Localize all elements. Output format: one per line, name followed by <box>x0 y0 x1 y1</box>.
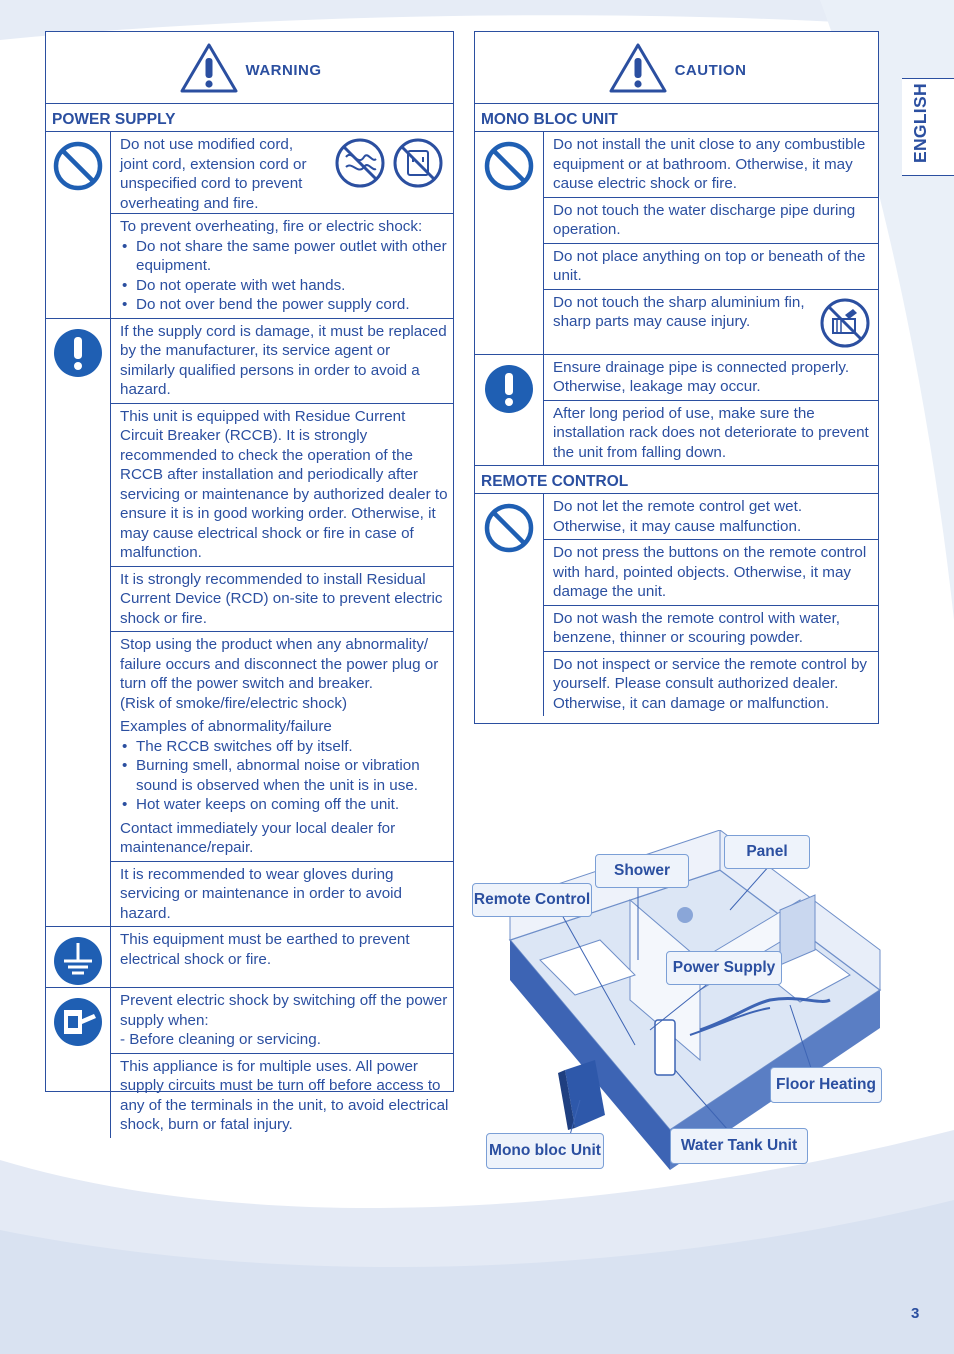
list-item: Do not let the remote control get wet. Otherwise, it may cause malfunction. <box>544 494 878 540</box>
mandatory-exclamation-icon <box>483 363 535 415</box>
power-mandatory-group <box>46 319 453 928</box>
mono-prohibit-group <box>475 132 878 355</box>
callout-power-supply: Power Supply <box>666 951 782 985</box>
list-item: Stop using the product when any abnormality/ failure occurs and disconnect the power plug or turn off the power switch and breaker. (Risk of smoke/fire/electric shock) Examples of abnormality/failure • The RCCB switches off by itself. • Burning smell, abnormal noise or vibration sound is observed when the unit is in use. • Hot water keeps on coming off the unit. Contact immediately your local dealer for maintenance/repair. <box>111 632 453 862</box>
language-label: ENGLISH <box>910 83 930 163</box>
caution-triangle-icon <box>607 41 669 95</box>
power-earth-group <box>46 927 453 988</box>
caution-header <box>475 32 878 104</box>
page-number: 3 <box>911 1305 920 1322</box>
list-item: Do not touch the water discharge pipe during operation. <box>544 198 878 244</box>
list-item: After long period of use, make sure the installation rack does not deteriorate to prevent the unit from falling down. <box>553 404 869 461</box>
warning-label: WARNING <box>245 62 322 79</box>
list-item: Ensure drainage pipe is connected properly. Otherwise, leakage may occur. <box>544 355 878 401</box>
remote-prohibit-group <box>475 494 878 716</box>
list-item: Prevent electric shock by switching off the power supply when: - Before cleaning or servicing. <box>111 988 453 1054</box>
caution-label: CAUTION <box>674 62 747 79</box>
list-item: Do not touch the sharp aluminium fin, sharp parts may cause injury. <box>544 290 878 354</box>
prohibition-icon <box>483 140 535 192</box>
callout-mono-bloc-unit: Mono bloc Unit <box>486 1133 604 1169</box>
callout-water-tank-unit: Water Tank Unit <box>670 1128 808 1164</box>
list-item: Do not place anything on top or beneath of the unit. <box>544 244 878 290</box>
list-item: This equipment must be earthed to prevent electrical shock or fire. <box>120 931 410 968</box>
callout-floor-heating: Floor Heating <box>770 1067 882 1103</box>
caution-panel <box>474 31 879 724</box>
prohibition-icon <box>52 140 104 192</box>
no-cord-bundle-icon <box>334 137 386 189</box>
list-item: If the supply cord is damage, it must be replaced by the manufacturer, its service agent or similarly qualified persons in order to avoid a hazard. <box>111 319 453 404</box>
mandatory-exclamation-icon <box>52 327 104 379</box>
power-prohibit-group <box>46 132 453 319</box>
section-title-mono-bloc: MONO BLOC UNIT <box>475 104 878 132</box>
callout-panel: Panel <box>724 835 810 869</box>
no-touch-fin-icon <box>819 297 871 349</box>
prohibition-icon <box>483 502 535 554</box>
earth-ground-icon <box>52 935 104 987</box>
list-item: It is recommended to wear gloves during servicing or maintenance in order to avoid hazard. <box>120 865 402 922</box>
power-plug-group <box>46 988 453 1138</box>
callout-shower: Shower <box>595 854 689 888</box>
section-title-power-supply: POWER SUPPLY <box>46 104 453 132</box>
list-item: Do not press the buttons on the remote control with hard, pointed objects. Otherwise, it may damage the unit. <box>544 540 878 606</box>
list-item: This appliance is for multiple uses. All power supply circuits must be turn off before access to any of the terminals in the unit, to avoid electrical shock, burn or fatal injury. <box>120 1057 449 1133</box>
language-tab <box>902 78 954 176</box>
list-item: It is strongly recommended to install Residual Current Device (RCD) on-site to prevent electric shock or fire. <box>111 567 453 633</box>
warning-triangle-icon <box>178 41 240 95</box>
mono-mandatory-group <box>475 355 878 467</box>
callout-remote-control: Remote Control <box>472 883 592 917</box>
list-item: This unit is equipped with Residue Current Circuit Breaker (RCCB). It is strongly recommended to check the operation of the RCCB after installation and periodically after servicing or maintenance by authorized dealer to ensure it is in good working order. Otherwise, it may cause electrical shock or fire in case of malfunction. <box>111 404 453 567</box>
section-title-remote-control: REMOTE CONTROL <box>475 466 878 494</box>
list-item: Do not wash the remote control with water, benzene, thinner or scouring powder. <box>544 606 878 652</box>
list-item: To prevent overheating, fire or electric shock: • Do not share the same power outlet with other equipment. • Do not operate with wet hands. • Do not over bend the power supply cord. <box>111 214 453 318</box>
warning-panel <box>45 31 454 1133</box>
no-shared-outlet-icon <box>392 137 444 189</box>
unplug-icon <box>52 996 104 1048</box>
warning-header <box>46 32 453 104</box>
list-item: Do not install the unit close to any combustible equipment or at bathroom. Otherwise, it may cause electric shock or fire. <box>544 132 878 198</box>
list-item: Do not inspect or service the remote control by yourself. Please consult authorized dealer. Otherwise, it can damage or malfunction. <box>553 655 868 712</box>
list-item: Do not use modified cord, joint cord, extension cord or unspecified cord to prevent overheating and fire. <box>111 132 453 214</box>
